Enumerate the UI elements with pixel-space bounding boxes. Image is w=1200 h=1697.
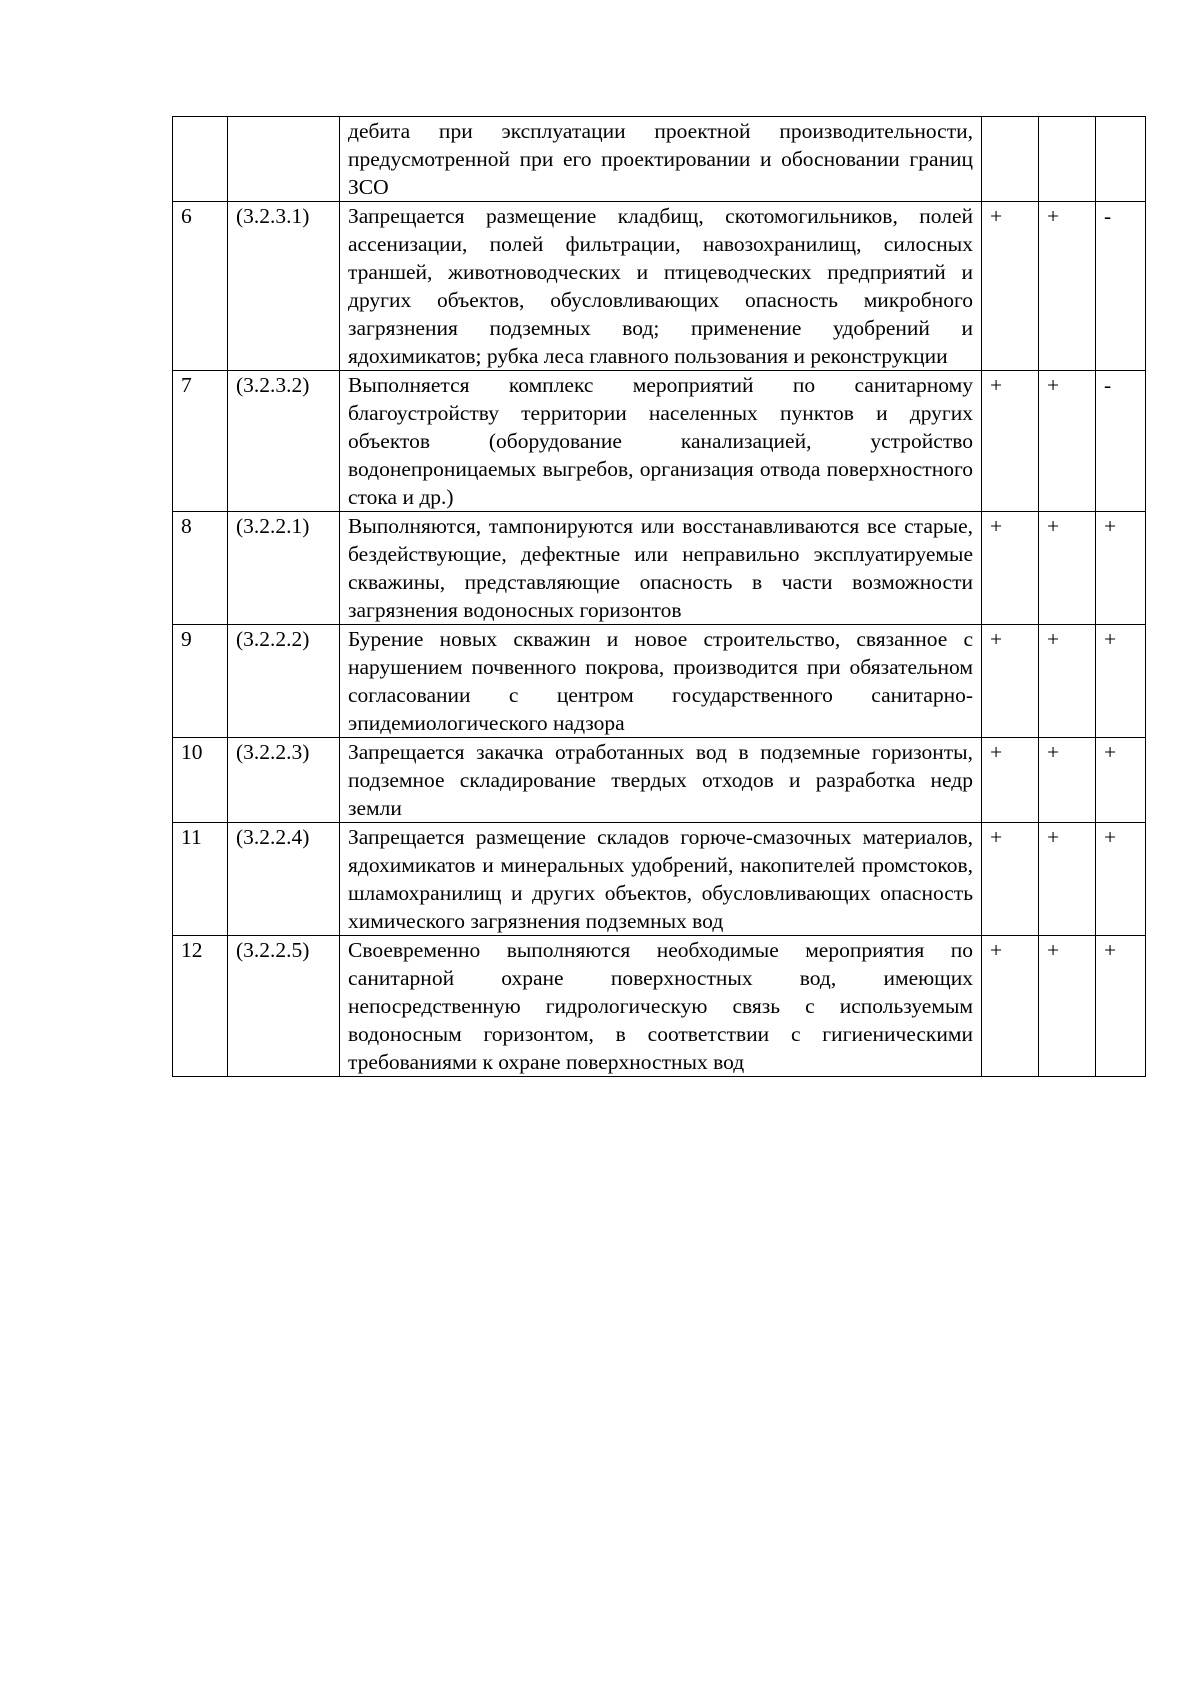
- requirement-text-cell: Бурение новых скважин и новое строительство, связанное с нарушением почвенного покрова, производится при обязательном согласовании с центром государственного санитарно-эпидемиологического надзора: [340, 625, 982, 738]
- mark-cell-3: +: [1096, 625, 1146, 738]
- mark-cell-2: [1039, 117, 1096, 202]
- clause-reference-cell: [228, 117, 340, 202]
- row-number-cell: 12: [173, 936, 228, 1077]
- table-row: [173, 371, 1146, 512]
- requirement-text-cell: Запрещается размещение кладбищ, скотомогильников, полей ассенизации, полей фильтрации, навозохранилищ, силосных траншей, животноводческих и птицеводческих предприятий и других объектов, обусловливающих опасность микробного загрязнения подземных вод; применение удобрений и ядохимикатов; рубка леса главного пользования и реконструкции: [340, 202, 982, 371]
- row-number-cell: 8: [173, 512, 228, 625]
- row-number-cell: 11: [173, 823, 228, 936]
- row-number-cell: 6: [173, 202, 228, 371]
- clause-reference-cell: (3.2.3.2): [228, 371, 340, 512]
- mark-cell-2: +: [1039, 936, 1096, 1077]
- requirement-text-cell: Выполняются, тампонируются или восстанавливаются все старые, бездействующие, дефектные или неправильно эксплуатируемые скважины, представляющие опасность в части возможности загрязнения водоносных горизонтов: [340, 512, 982, 625]
- table-row: [173, 823, 1146, 936]
- mark-cell-2: +: [1039, 823, 1096, 936]
- mark-cell-3: [1096, 117, 1146, 202]
- mark-cell-1: +: [982, 202, 1039, 371]
- row-number-cell: 7: [173, 371, 228, 512]
- mark-cell-3: -: [1096, 371, 1146, 512]
- row-number-cell: [173, 117, 228, 202]
- requirement-text-cell: Запрещается закачка отработанных вод в подземные горизонты, подземное складирование твердых отходов и разработка недр земли: [340, 738, 982, 823]
- table-row: [173, 117, 1146, 202]
- mark-cell-2: +: [1039, 512, 1096, 625]
- table-row: [173, 512, 1146, 625]
- mark-cell-3: +: [1096, 512, 1146, 625]
- mark-cell-3: +: [1096, 738, 1146, 823]
- table-row: [173, 936, 1146, 1077]
- mark-cell-1: +: [982, 371, 1039, 512]
- table-body: [173, 117, 1146, 1077]
- clause-reference-cell: (3.2.2.3): [228, 738, 340, 823]
- clause-reference-cell: (3.2.2.4): [228, 823, 340, 936]
- mark-cell-3: +: [1096, 936, 1146, 1077]
- mark-cell-1: +: [982, 738, 1039, 823]
- mark-cell-2: +: [1039, 738, 1096, 823]
- mark-cell-2: +: [1039, 625, 1096, 738]
- mark-cell-2: +: [1039, 202, 1096, 371]
- row-number-cell: 10: [173, 738, 228, 823]
- mark-cell-3: -: [1096, 202, 1146, 371]
- mark-cell-1: +: [982, 625, 1039, 738]
- requirement-text-cell: Своевременно выполняются необходимые мероприятия по санитарной охране поверхностных вод, имеющих непосредственную гидрологическую связь с используемым водоносным горизонтом, в соответствии с гигиеническими требованиями к охране поверхностных вод: [340, 936, 982, 1077]
- requirement-text-cell: дебита при эксплуатации проектной производительности, предусмотренной при его проектировании и обосновании границ ЗСО: [340, 117, 982, 202]
- table-row: [173, 202, 1146, 371]
- mark-cell-2: +: [1039, 371, 1096, 512]
- requirement-text-cell: Запрещается размещение складов горюче-смазочных материалов, ядохимикатов и минеральных удобрений, накопителей промстоков, шламохранилищ и других объектов, обусловливающих опасность химического загрязнения подземных вод: [340, 823, 982, 936]
- clause-reference-cell: (3.2.2.1): [228, 512, 340, 625]
- table-row: [173, 625, 1146, 738]
- mark-cell-1: +: [982, 936, 1039, 1077]
- mark-cell-1: +: [982, 512, 1039, 625]
- requirement-text-cell: Выполняется комплекс мероприятий по санитарному благоустройству территории населенных пунктов и других объектов (оборудование канализацией, устройство водонепроницаемых выгребов, организация отвода поверхностного стока и др.): [340, 371, 982, 512]
- mark-cell-1: [982, 117, 1039, 202]
- clause-reference-cell: (3.2.2.2): [228, 625, 340, 738]
- requirements-table: [172, 116, 1146, 1077]
- row-number-cell: 9: [173, 625, 228, 738]
- table-row: [173, 738, 1146, 823]
- mark-cell-1: +: [982, 823, 1039, 936]
- clause-reference-cell: (3.2.3.1): [228, 202, 340, 371]
- clause-reference-cell: (3.2.2.5): [228, 936, 340, 1077]
- mark-cell-3: +: [1096, 823, 1146, 936]
